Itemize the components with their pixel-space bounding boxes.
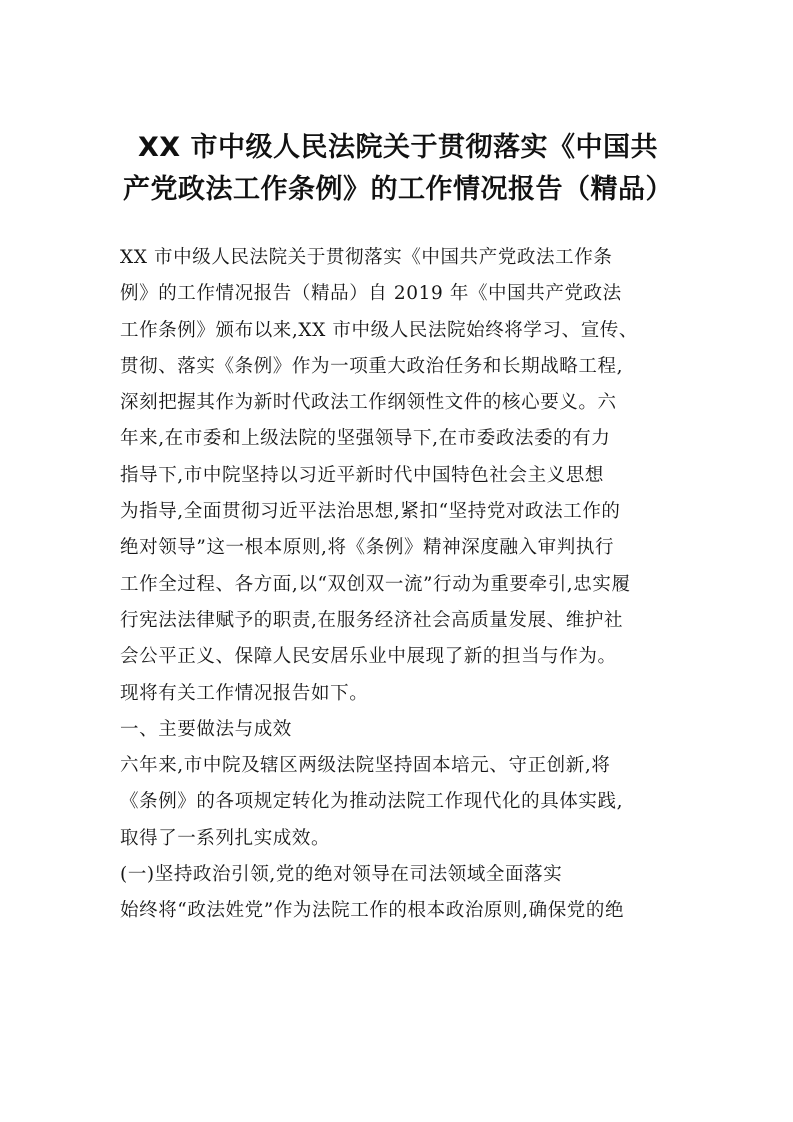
body-line: 始终将“政法姓党”作为法院工作的根本政治原则,确保党的绝 xyxy=(120,900,625,922)
body-line: 会公平正义、保障人民安居乐业中展现了新的担当与作为。 xyxy=(120,646,617,668)
body-line: 为指导,全面贯彻习近平法治思想,紧扣“坚持党对政法工作的 xyxy=(120,501,621,523)
body-line: 绝对领导”这一根本原则,将《条例》精神深度融入审判执行 xyxy=(120,537,615,559)
body-line: 《条例》的各项规定转化为推动法院工作现代化的具体实践, xyxy=(120,791,624,813)
title-line: 产党政法工作条例》的工作情况报告（精品） xyxy=(123,174,673,205)
body-line: 指导下,市中院坚持以习近平新时代中国特色社会主义思想 xyxy=(120,464,604,486)
subsection-heading: (一)坚持政治引领,党的绝对领导在司法领域全面落实 xyxy=(120,864,563,886)
document-body xyxy=(120,240,685,930)
body-line: 六年来,市中院及辖区两级法院坚持固本培元、守正创新,将 xyxy=(120,755,611,777)
body-line: XX 市中级人民法院关于贯彻落实《中国共产党政法工作条 xyxy=(120,247,613,268)
section-heading: 一、主要做法与成效 xyxy=(120,718,292,740)
title-line: XX 市中级人民法院关于贯彻落实《中国共 xyxy=(137,132,659,163)
body-line: 年来,在市委和上级法院的坚强领导下,在市委政法委的有力 xyxy=(120,428,611,450)
body-line: 深刻把握其作为新时代政法工作纲领性文件的核心要义。六 xyxy=(120,392,617,414)
body-line: 工作全过程、各方面,以“双创双一流”行动为重要牵引,忠实履 xyxy=(120,573,631,595)
body-line: 贯彻、落实《条例》作为一项重大政治任务和长期战略工程, xyxy=(120,355,624,377)
body-line: 例》的工作情况报告（精品）自 2019 年《中国共产党政法 xyxy=(120,283,622,305)
body-line: 取得了一系列扎实成效。 xyxy=(120,827,331,849)
body-line: 工作条例》颁布以来,XX 市中级人民法院始终将学习、宣传、 xyxy=(120,319,639,341)
body-line: 现将有关工作情况报告如下。 xyxy=(120,682,369,704)
document-title xyxy=(118,127,678,211)
body-line: 行宪法法律赋予的职责,在服务经济社会高质量发展、维护社 xyxy=(120,609,624,631)
